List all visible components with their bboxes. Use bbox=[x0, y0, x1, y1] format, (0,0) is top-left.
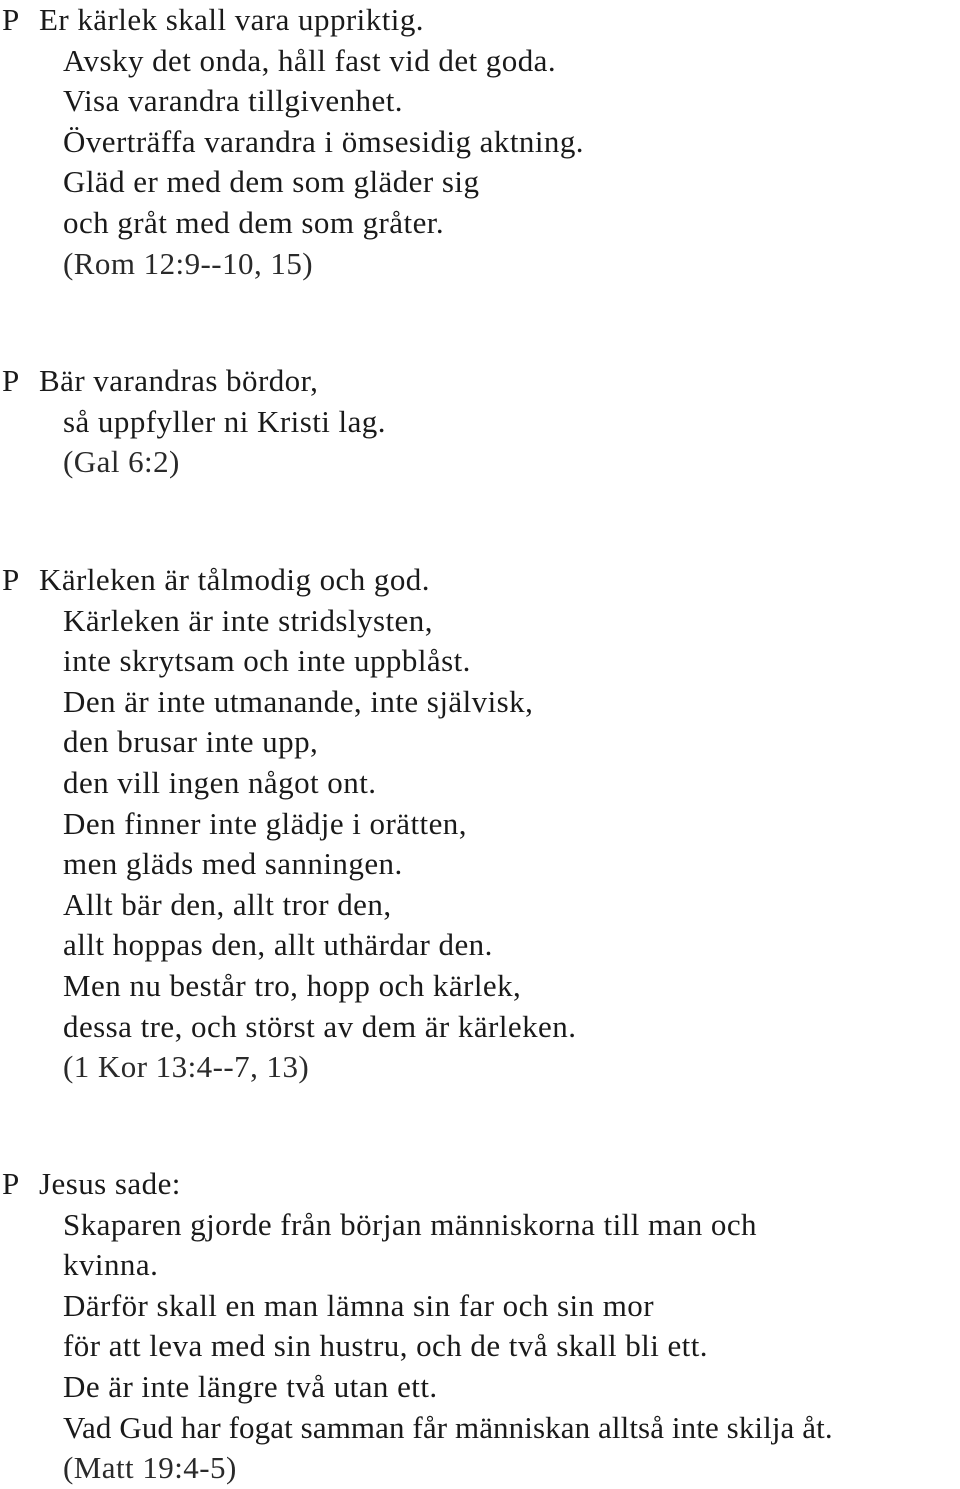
reference-row bbox=[2, 442, 960, 483]
passage-line: Bär varandras bördor, bbox=[39, 363, 319, 398]
passage-line-row bbox=[2, 122, 960, 163]
passage-line-row bbox=[2, 763, 960, 804]
passage-line: Visa varandra tillgivenhet. bbox=[63, 83, 403, 119]
passage-line-row bbox=[2, 641, 960, 682]
passage-line: inte skrytsam och inte uppblåst. bbox=[63, 643, 471, 679]
passage-line: Överträffa varandra i ömsesidig aktning. bbox=[63, 123, 585, 159]
passage-first-line bbox=[2, 560, 960, 601]
passage-line: så uppfyller ni Kristi lag. bbox=[63, 403, 386, 439]
passage-line: Men nu består tro, hopp och kärlek, bbox=[63, 967, 522, 1003]
passage-line-row bbox=[2, 925, 960, 966]
passage-line: Den finner inte glädje i orätten, bbox=[63, 805, 467, 841]
passage-line: Därför skall en man lämna sin far och sin mor bbox=[63, 1287, 654, 1323]
passage-line-row bbox=[2, 1286, 960, 1327]
reference-row bbox=[2, 1448, 960, 1489]
speaker-marker: P bbox=[2, 1166, 20, 1201]
passage-first-line bbox=[2, 361, 960, 402]
passage-line: men gläds med sanningen. bbox=[63, 846, 403, 882]
passage-line: den vill ingen något ont. bbox=[63, 764, 377, 800]
scripture-reference: (Gal 6:2) bbox=[63, 444, 180, 480]
passage-line-row bbox=[2, 1007, 960, 1048]
passage-line-row bbox=[2, 1245, 960, 1286]
passage-line: kvinna. bbox=[63, 1247, 159, 1283]
passage-line: dessa tre, och störst av dem är kärleken. bbox=[63, 1008, 577, 1044]
passage-line-row bbox=[2, 81, 960, 122]
passage-line-row bbox=[2, 1367, 960, 1408]
reference-row bbox=[2, 1047, 960, 1088]
passage-line: Vad Gud har fogat samman får människan alltså inte skilja åt. bbox=[63, 1409, 833, 1445]
passage-line-row bbox=[2, 1205, 960, 1246]
passage-line-row bbox=[2, 1408, 960, 1449]
passage-line-row bbox=[2, 162, 960, 203]
passage-line: Er kärlek skall vara uppriktig. bbox=[39, 2, 424, 37]
passage-line: Avsky det onda, håll fast vid det goda. bbox=[63, 42, 557, 78]
speaker-marker: P bbox=[2, 2, 20, 37]
passage-line-row bbox=[2, 722, 960, 763]
passage-line-row bbox=[2, 844, 960, 885]
passage-line: Gläd er med dem som gläder sig bbox=[63, 164, 480, 200]
passage-line-row bbox=[2, 885, 960, 926]
passage-line: Kärleken är inte stridslysten, bbox=[63, 602, 433, 638]
passage-line: Den är inte utmanande, inte självisk, bbox=[63, 683, 534, 719]
scripture-reference: (Rom 12:9--10, 15) bbox=[63, 245, 314, 281]
passage-line-row bbox=[2, 203, 960, 244]
passage-first-line bbox=[2, 0, 960, 41]
speaker-marker: P bbox=[2, 562, 20, 597]
passage-line: allt hoppas den, allt uthärdar den. bbox=[63, 927, 493, 963]
passage-line: Jesus sade: bbox=[39, 1166, 181, 1201]
passage-line: och gråt med dem som gråter. bbox=[63, 204, 445, 240]
passage-line: Allt bär den, allt tror den, bbox=[63, 886, 392, 922]
passage-matt-19 bbox=[2, 1164, 960, 1489]
reference-row bbox=[2, 244, 960, 285]
passage-line-row bbox=[2, 966, 960, 1007]
speaker-marker: P bbox=[2, 363, 20, 398]
passage-rom-12 bbox=[2, 0, 960, 284]
passage-line: Kärleken är tålmodig och god. bbox=[39, 562, 430, 597]
passage-first-line bbox=[2, 1164, 960, 1205]
passage-line-row bbox=[2, 804, 960, 845]
passage-line: De är inte längre två utan ett. bbox=[63, 1368, 438, 1404]
passage-gal-6 bbox=[2, 361, 960, 483]
passage-1-kor-13 bbox=[2, 560, 960, 1088]
passage-line-row bbox=[2, 402, 960, 443]
scripture-reference: (Matt 19:4-5) bbox=[63, 1450, 237, 1486]
passage-line: den brusar inte upp, bbox=[63, 724, 319, 760]
passage-line-row bbox=[2, 601, 960, 642]
passage-line-row bbox=[2, 41, 960, 82]
passage-line: Skaparen gjorde från början människorna till man och bbox=[63, 1206, 758, 1242]
scripture-reference: (1 Kor 13:4--7, 13) bbox=[63, 1049, 310, 1085]
passage-line: för att leva med sin hustru, och de två skall bli ett. bbox=[63, 1328, 709, 1364]
passage-line-row bbox=[2, 682, 960, 723]
passage-line-row bbox=[2, 1326, 960, 1367]
